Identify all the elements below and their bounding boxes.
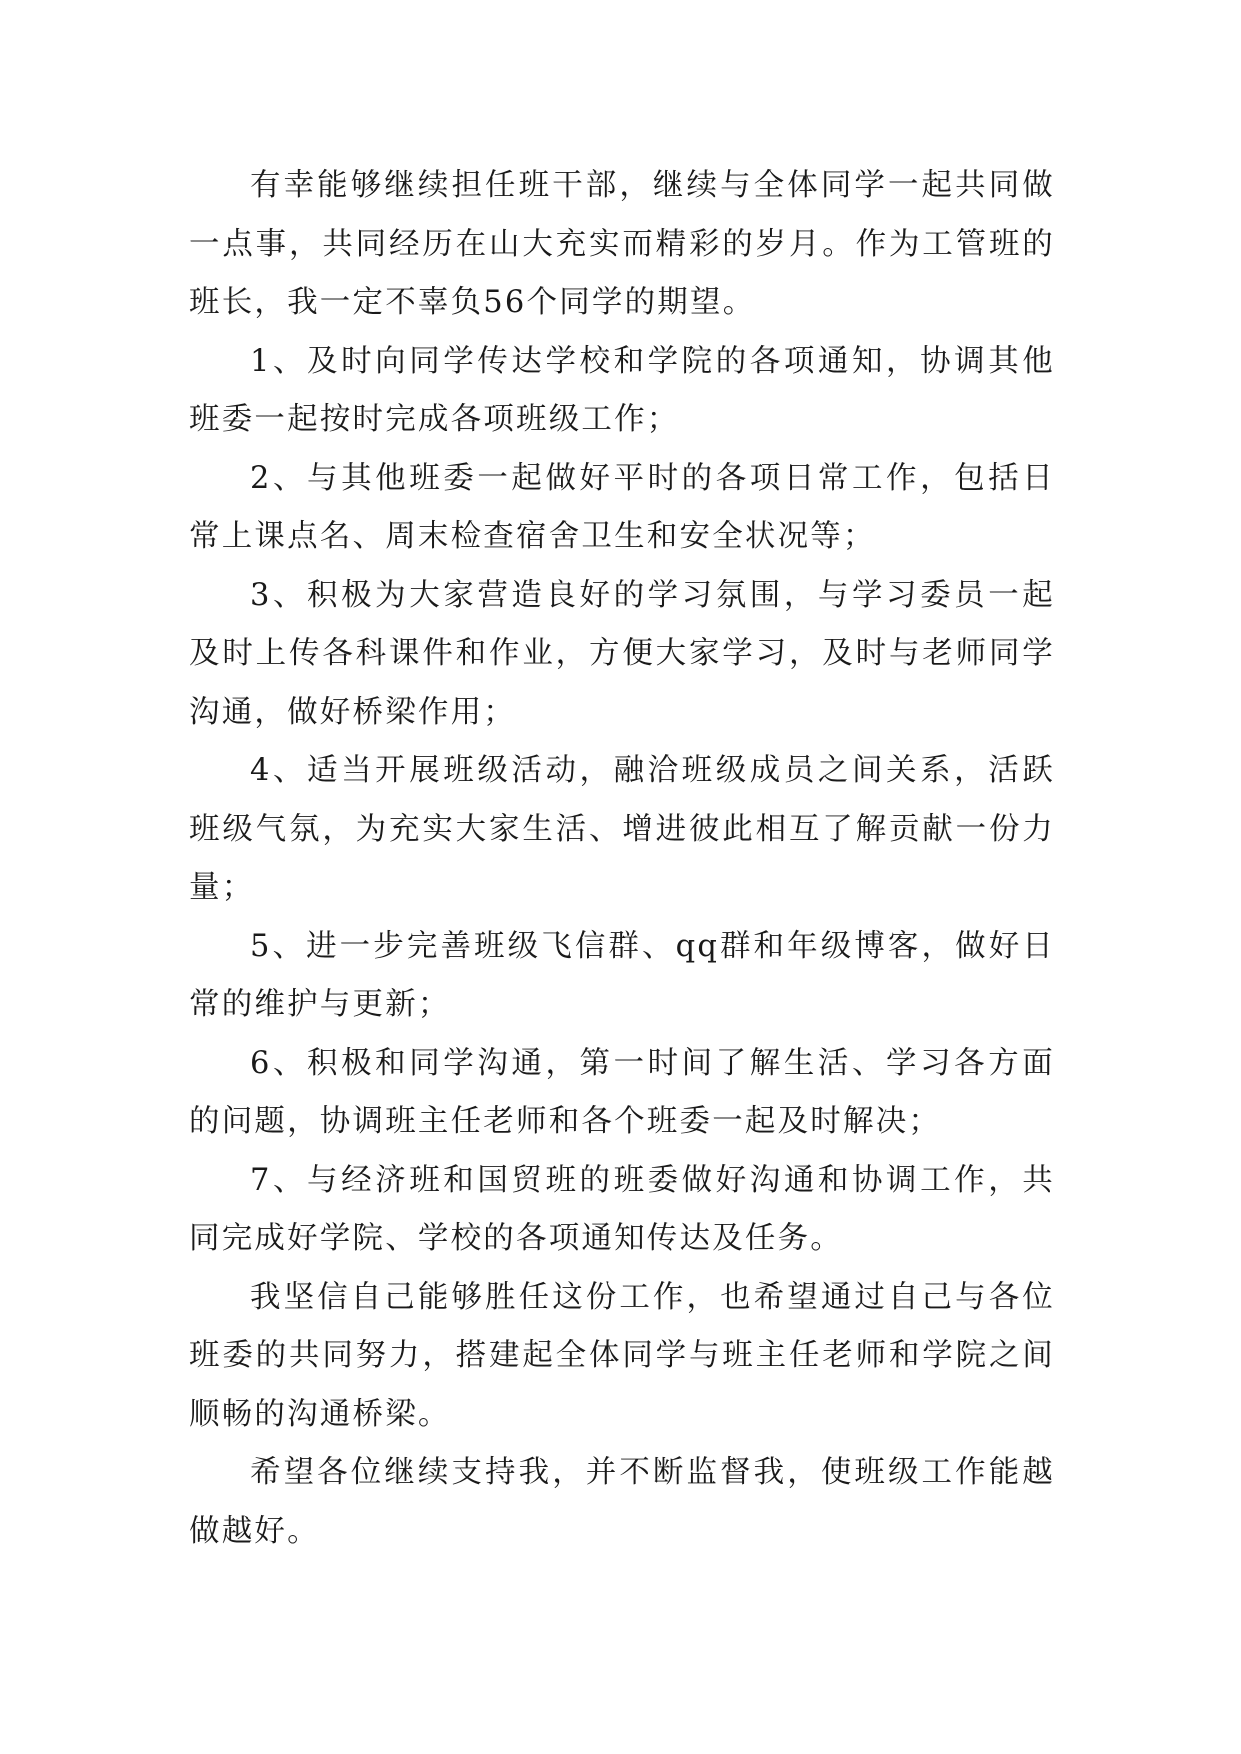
- paragraph-intro: 有幸能够继续担任班干部，继续与全体同学一起共同做一点事，共同经历在山大充实而精彩的岁月。作为工管班的班长，我一定不辜负56个同学的期望。: [189, 168, 1055, 320]
- paragraph-item-3: 3、积极为大家营造良好的学习氛围，与学习委员一起及时上传各科课件和作业，方便大家学习，及时与老师同学沟通，做好桥梁作用；: [189, 577, 1055, 730]
- paragraph-item-2: 2、与其他班委一起做好平时的各项日常工作，包括日常上课点名、周末检查宿舍卫生和安全状况等；: [189, 460, 1055, 554]
- paragraph-item-4: 4、适当开展班级活动，融洽班级成员之间关系，活跃班级气氛，为充实大家生活、增进彼此相互了解贡献一份力量；: [189, 753, 1055, 905]
- paragraph-item-5: 5、进一步完善班级飞信群、qq群和年级博客，做好日常的维护与更新；: [189, 928, 1055, 1022]
- paragraph-item-7: 7、与经济班和国贸班的班委做好沟通和协调工作，共同完成好学院、学校的各项通知传达及任务。: [189, 1162, 1055, 1256]
- document-body: [189, 157, 1055, 1561]
- paragraph-confidence: 我坚信自己能够胜任这份工作，也希望通过自己与各位班委的共同努力，搭建起全体同学与班主任老师和学院之间顺畅的沟通桥梁。: [189, 1279, 1055, 1432]
- paragraph-item-1: 1、及时向同学传达学校和学院的各项通知，协调其他班委一起按时完成各项班级工作；: [189, 343, 1055, 437]
- paragraph-closing: 希望各位继续支持我，并不断监督我，使班级工作能越做越好。: [189, 1455, 1055, 1549]
- paragraph-item-6: 6、积极和同学沟通，第一时间了解生活、学习各方面的问题，协调班主任老师和各个班委一起及时解决；: [189, 1045, 1055, 1139]
